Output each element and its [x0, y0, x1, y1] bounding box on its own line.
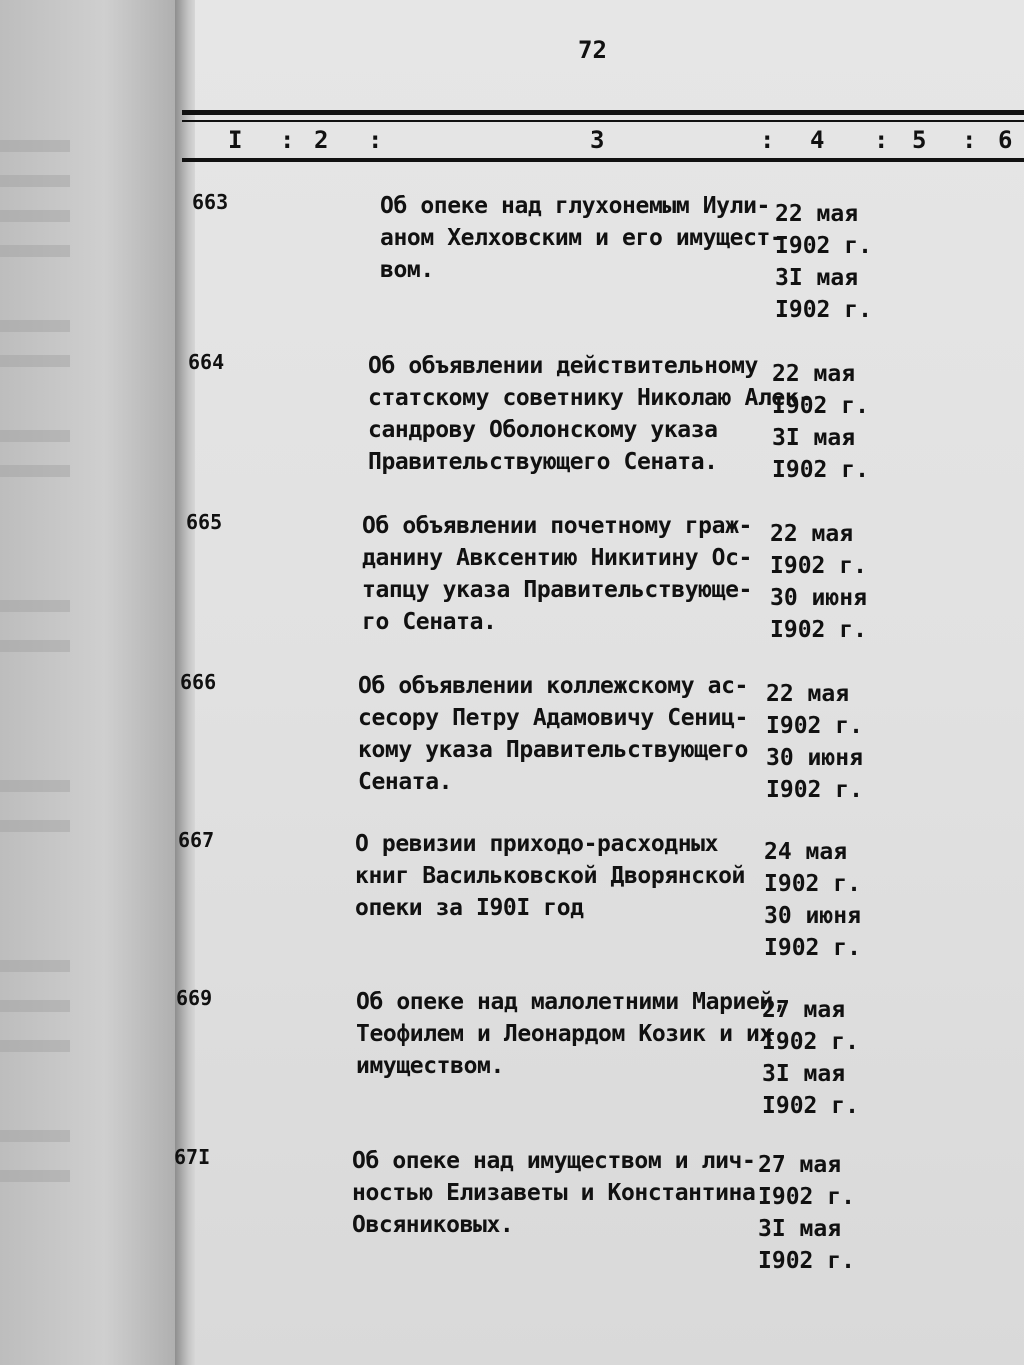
header-rule-top-thin	[182, 120, 1024, 122]
header-rule-top	[182, 110, 1024, 115]
entry-dates: 24 мая I902 г. 30 июня I902 г.	[764, 839, 861, 961]
entry-number: 669	[176, 986, 213, 1010]
entry-number: 667	[178, 828, 215, 852]
column-separator: :	[368, 126, 383, 154]
entry-dates: 22 мая I902 г. 3I мая I902 г.	[772, 361, 869, 483]
column-separator: :	[280, 126, 295, 154]
entry-description: О ревизии приходо-расходных книг Васильковской Дворянской опеки за I90I год	[355, 831, 745, 921]
column-header-1: I	[228, 126, 243, 154]
column-separator: :	[874, 126, 889, 154]
entry-description: Об объявлении коллежскому ас- сесору Петру Адамовичу Сениц- кому указа Правительствующего Сената.	[358, 673, 748, 795]
column-header-3: 3	[590, 126, 605, 154]
entry-dates: 27 мая I902 г. 3I мая I902 г.	[762, 997, 859, 1119]
entry-number: 666	[180, 670, 217, 694]
entry-description: Об опеке над малолетними Марией, Теофилем и Леонардом Козик и их имуществом.	[356, 989, 787, 1079]
entry-description: Об объявлении действительному статскому советнику Николаю Алек- сандрову Оболонскому указа Правительствующего Сената.	[368, 353, 812, 475]
entry-dates: 22 мая I902 г. 30 июня I902 г.	[766, 681, 863, 803]
column-header-4: 4	[810, 126, 825, 154]
entry-dates: 22 мая I902 г. 3I мая I902 г.	[775, 201, 872, 323]
entry-dates: 22 мая I902 г. 30 июня I902 г.	[770, 521, 867, 643]
column-header-2: 2	[314, 126, 329, 154]
page-number: 72	[578, 36, 607, 64]
entry-description: Об объявлении почетному граж- данину Авксентию Никитину Ос- тапцу указа Правительствующе- го Сената.	[362, 513, 752, 635]
entry-dates: 27 мая I902 г. 3I мая I902 г.	[758, 1152, 855, 1274]
entry-number: 664	[188, 350, 225, 374]
entry-description: Об опеке над имуществом и лич- ностью Елизаветы и Константина Овсяниковых.	[352, 1148, 756, 1238]
entry-number: 663	[192, 190, 229, 214]
column-separator: :	[962, 126, 977, 154]
entry-number: 67I	[174, 1145, 211, 1169]
entry-description: Об опеке над глухонемым Иули- аном Хелховским и его имущест- вом.	[380, 193, 784, 283]
header-rule-bottom	[182, 158, 1024, 162]
entry-number: 665	[186, 510, 223, 534]
facing-page	[0, 0, 190, 1365]
column-header-6: 6	[998, 126, 1013, 154]
column-header-5: 5	[912, 126, 927, 154]
column-separator: :	[760, 126, 775, 154]
